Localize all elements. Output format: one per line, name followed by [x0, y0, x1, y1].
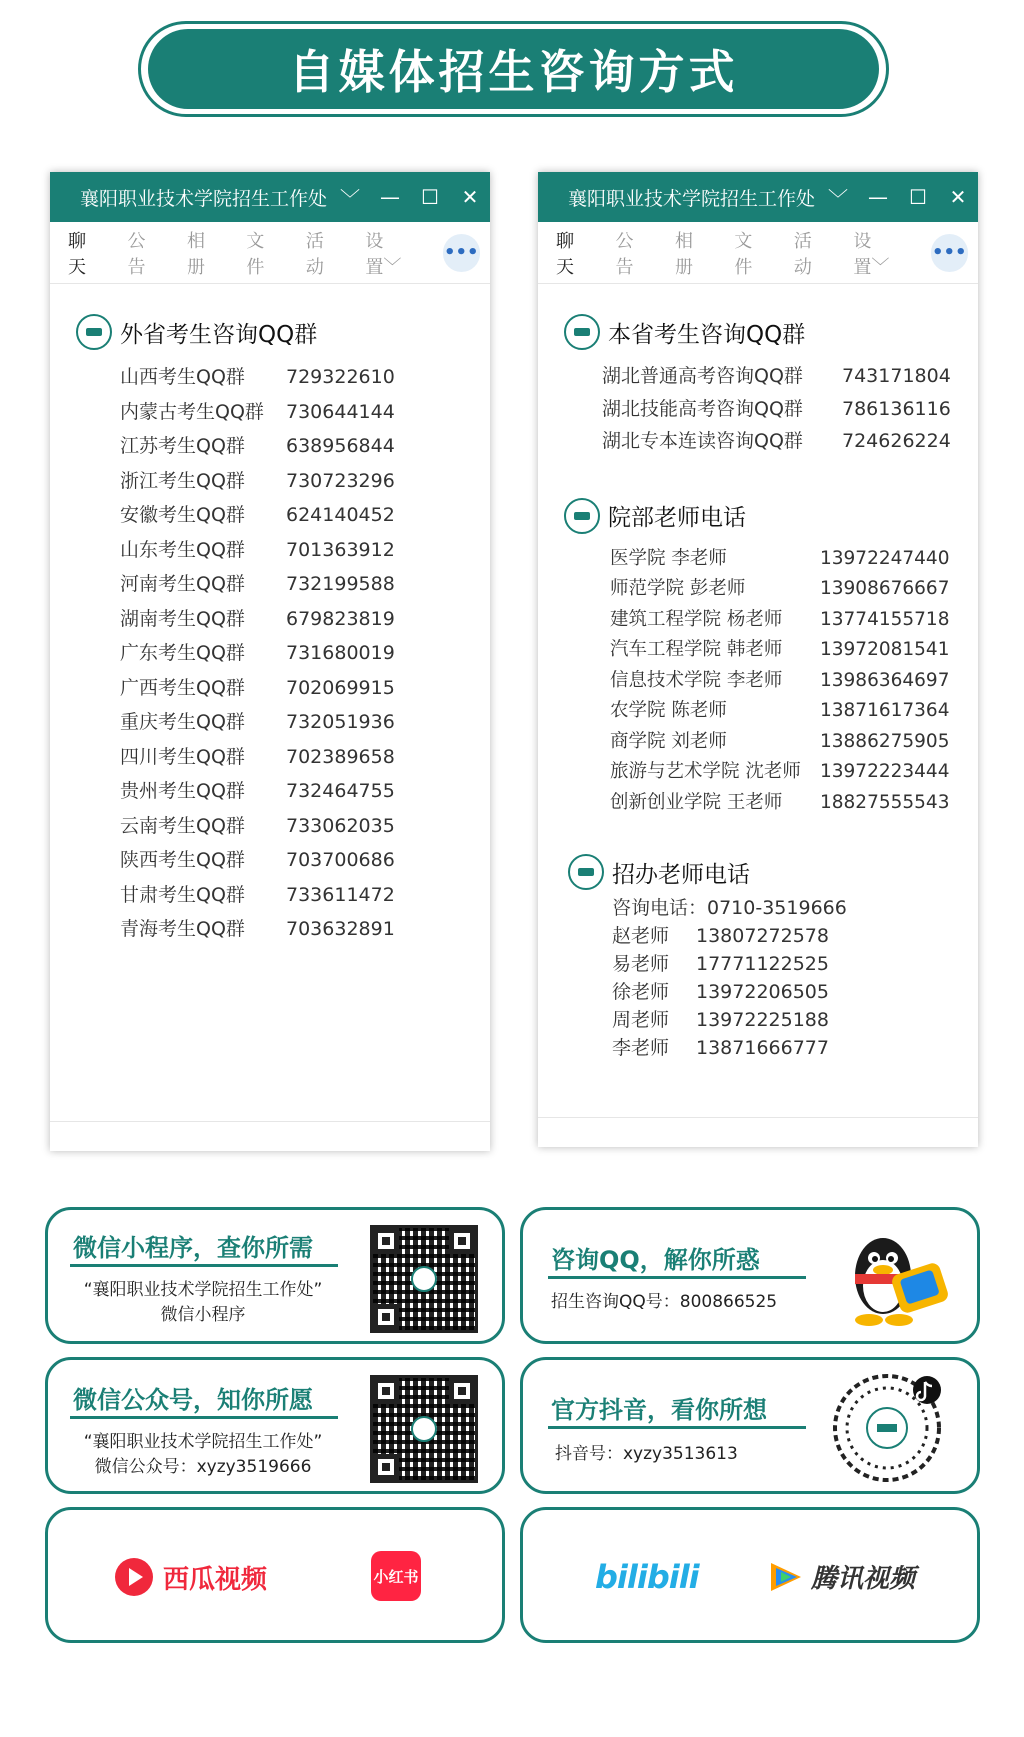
tab-settings[interactable]: 设置﹀ — [365, 230, 402, 278]
tab-notice[interactable]: 公告 — [127, 230, 146, 278]
qq-group-list — [120, 360, 490, 947]
item-name: 湖北技能高考咨询QQ群 — [602, 397, 803, 420]
item-number: 703700686 — [286, 849, 395, 871]
item-name: 广东考生QQ群 — [120, 642, 245, 664]
tencent-video-label: 腾讯视频 — [811, 1564, 916, 1594]
qr-finder — [373, 1454, 399, 1480]
card-title: 微信公众号，知你所愿 — [73, 1386, 313, 1414]
item-name: 汽车工程学院 韩老师 — [610, 639, 783, 660]
window-footer — [50, 1121, 490, 1151]
card-text — [58, 1430, 348, 1480]
more-icon[interactable]: ••• — [931, 234, 968, 272]
tab-album[interactable]: 相册 — [674, 230, 693, 278]
item-number: 703632891 — [286, 918, 395, 940]
card-underline — [70, 1416, 338, 1419]
list-item — [610, 574, 978, 605]
item-name: 重庆考生QQ群 — [120, 711, 245, 733]
qq-window-right — [538, 172, 978, 1147]
card-line2: 微信小程序 — [160, 1305, 246, 1325]
list-item — [120, 705, 490, 740]
qr-finder — [449, 1228, 475, 1254]
item-number: 732199588 — [286, 573, 395, 595]
card-line1: “襄阳职业技术学院招生工作处” — [83, 1280, 323, 1300]
item-name: 四川考生QQ群 — [120, 745, 245, 768]
item-name: 旅游与艺术学院 沈老师 — [610, 761, 801, 782]
qr-code-icon — [370, 1225, 478, 1333]
list-item — [120, 602, 490, 637]
item-name: 创新创业学院 王老师 — [610, 791, 783, 813]
item-number: 13886275905 — [820, 730, 950, 752]
list-item — [120, 636, 490, 671]
window-title: 襄阳职业技术学院招生工作处 — [80, 187, 328, 210]
qr-finder — [373, 1304, 399, 1330]
tab-files[interactable]: 文件 — [734, 230, 753, 278]
list-item — [120, 464, 490, 499]
item-number: 638956844 — [286, 435, 395, 457]
list-item — [602, 425, 978, 458]
list-item — [120, 740, 490, 775]
item-name: 广西考生QQ群 — [120, 676, 245, 699]
list-item — [610, 605, 978, 636]
chevron-down-icon[interactable]: ﹀ — [340, 186, 360, 211]
card-underline — [548, 1426, 806, 1429]
admission-phone-list — [612, 894, 978, 1062]
school-logo-icon — [76, 314, 112, 350]
item-number: 13908676667 — [820, 578, 950, 599]
item-number: 733062035 — [286, 814, 395, 837]
qr-logo — [411, 1416, 437, 1442]
item-number: 13972206505 — [696, 981, 829, 1003]
minimize-icon[interactable]: — — [380, 185, 400, 209]
item-number: 733611472 — [286, 883, 395, 906]
item-name: 河南考生QQ群 — [120, 573, 245, 595]
item-number: 702069915 — [286, 676, 395, 699]
item-number: 13871617364 — [820, 700, 950, 721]
section-title: 外省考生咨询QQ群 — [120, 321, 318, 348]
card-title: 微信小程序，查你所需 — [73, 1234, 313, 1262]
item-name: 医学院 李老师 — [610, 547, 727, 569]
item-number: 729322610 — [286, 366, 395, 388]
list-item — [610, 788, 978, 819]
item-number: 724626224 — [842, 430, 951, 452]
window-title: 襄阳职业技术学院招生工作处 — [568, 187, 816, 210]
card-platforms-left — [45, 1507, 505, 1643]
chevron-down-icon[interactable]: ﹀ — [828, 186, 848, 211]
item-number: 13972081541 — [820, 639, 950, 660]
qr-code-icon — [370, 1375, 478, 1483]
xiaohongshu-brand[interactable] — [371, 1551, 421, 1601]
list-item — [610, 727, 978, 758]
bilibili-label: bilibili — [595, 1558, 699, 1596]
item-number: 701363912 — [286, 538, 395, 561]
list-item — [602, 393, 978, 426]
bilibili-brand[interactable] — [595, 1558, 699, 1596]
item-name: 徐老师 — [612, 981, 670, 1003]
item-name: 青海考生QQ群 — [120, 918, 245, 940]
item-number: 786136116 — [842, 397, 951, 420]
list-item — [120, 912, 490, 947]
card-title: 咨询QQ，解你所惑 — [551, 1246, 760, 1274]
tencent-video-icon — [767, 1559, 805, 1595]
card-line2: 微信公众号：xyzy3519666 — [94, 1457, 312, 1477]
list-item — [610, 635, 978, 666]
school-logo-icon — [568, 854, 604, 890]
qr-finder — [373, 1228, 399, 1254]
section-title: 院部老师电话 — [608, 505, 746, 531]
card-line1: “襄阳职业技术学院招生工作处” — [83, 1432, 323, 1452]
item-number: 13972225188 — [696, 1009, 829, 1031]
list-item — [120, 878, 490, 913]
list-item — [612, 922, 978, 950]
item-name: 贵州考生QQ群 — [120, 780, 245, 802]
close-icon[interactable]: ✕ — [949, 185, 967, 209]
item-number: 732051936 — [286, 711, 395, 733]
list-item — [120, 567, 490, 602]
item-number: 13871666777 — [696, 1037, 829, 1059]
list-item — [612, 1006, 978, 1034]
xiaohongshu-label: 小红书 — [373, 1567, 419, 1586]
item-name: 赵老师 — [612, 925, 670, 947]
card-douyin — [520, 1357, 980, 1494]
item-number: 732464755 — [286, 780, 395, 802]
school-logo-icon — [564, 498, 600, 534]
card-underline — [70, 1264, 338, 1267]
item-number: 18827555543 — [820, 791, 950, 813]
section-header — [76, 314, 490, 350]
item-name: 甘肃考生QQ群 — [120, 883, 245, 906]
xigua-label: 西瓜视频 — [163, 1564, 268, 1595]
tab-album[interactable]: 相册 — [186, 230, 205, 278]
section-title: 本省考生咨询QQ群 — [608, 321, 806, 348]
item-name: 湖北专本连读咨询QQ群 — [602, 430, 803, 452]
item-number: 730723296 — [286, 469, 395, 492]
tab-notice[interactable]: 公告 — [615, 230, 634, 278]
tab-activity[interactable]: 活动 — [305, 230, 324, 278]
item-number: 730644144 — [286, 400, 395, 423]
section-header — [568, 854, 978, 890]
window-titlebar — [50, 172, 490, 222]
item-number: 13972223444 — [820, 761, 950, 782]
item-number: 17771122525 — [696, 953, 829, 975]
card-line1: 招生咨询QQ号：800866525 — [551, 1292, 778, 1312]
tab-bar — [538, 222, 978, 284]
tab-settings[interactable]: 设置﹀ — [853, 230, 890, 278]
qr-finder — [449, 1378, 475, 1404]
item-name: 江苏考生QQ群 — [120, 435, 245, 457]
list-item — [612, 978, 978, 1006]
item-number: 679823819 — [286, 607, 395, 630]
list-item — [120, 774, 490, 809]
item-name: 山西考生QQ群 — [120, 366, 245, 388]
tab-chat[interactable]: 聊天 — [556, 230, 574, 278]
section-header — [564, 314, 978, 350]
xigua-brand[interactable] — [113, 1556, 267, 1598]
card-official — [45, 1357, 505, 1494]
tencent-video-brand[interactable] — [767, 1558, 915, 1595]
item-number: 13986364697 — [820, 669, 950, 691]
list-item — [612, 1034, 978, 1062]
close-icon[interactable]: ✕ — [461, 185, 479, 209]
list-item — [120, 395, 490, 430]
card-underline — [548, 1276, 806, 1279]
item-name: 浙江考生QQ群 — [120, 469, 245, 492]
qq-window-left — [50, 172, 490, 1151]
card-platforms-right — [520, 1507, 980, 1643]
qr-logo — [411, 1266, 437, 1292]
tab-files[interactable]: 文件 — [246, 230, 265, 278]
xigua-video-icon — [113, 1556, 155, 1598]
section-header — [564, 498, 978, 534]
item-name: 周老师 — [612, 1009, 670, 1031]
qq-penguin-icon — [843, 1224, 953, 1330]
card-qq — [520, 1207, 980, 1344]
maximize-icon[interactable]: ☐ — [909, 185, 927, 209]
tab-activity[interactable]: 活动 — [793, 230, 812, 278]
list-item — [120, 671, 490, 706]
card-miniprogram — [45, 1207, 505, 1344]
list-item — [602, 360, 978, 393]
item-number: 13972247440 — [820, 547, 950, 569]
banner — [148, 29, 879, 109]
list-item — [120, 498, 490, 533]
list-item — [610, 757, 978, 788]
item-name: 李老师 — [612, 1037, 670, 1059]
section-title: 招办老师电话 — [612, 861, 750, 888]
item-name: 建筑工程学院 杨老师 — [610, 608, 783, 630]
item-number: 702389658 — [286, 745, 395, 768]
list-item — [120, 843, 490, 878]
item-name: 易老师 — [612, 953, 670, 975]
more-icon[interactable]: ••• — [443, 234, 480, 272]
item-name: 陕西考生QQ群 — [120, 849, 245, 871]
card-text — [58, 1278, 348, 1328]
item-name: 信息技术学院 李老师 — [610, 669, 783, 691]
list-item — [120, 809, 490, 844]
item-number: 743171804 — [842, 365, 951, 387]
item-number: 13774155718 — [820, 608, 950, 630]
hotline-text: 咨询电话：0710-3519666 — [612, 897, 847, 919]
item-name: 湖北普通高考咨询QQ群 — [602, 365, 803, 387]
tab-bar — [50, 222, 490, 284]
item-name: 山东考生QQ群 — [120, 538, 245, 561]
list-item — [610, 666, 978, 697]
item-number: 13807272578 — [696, 925, 829, 947]
banner-title: 自媒体招生咨询方式 — [288, 45, 739, 99]
card-title: 官方抖音，看你所想 — [551, 1396, 767, 1424]
list-item — [612, 950, 978, 978]
item-name: 湖南考生QQ群 — [120, 607, 245, 630]
school-logo-icon — [564, 314, 600, 350]
card-line1: 抖音号：xyzy3513613 — [555, 1444, 738, 1464]
hotline — [612, 894, 978, 922]
item-name: 商学院 刘老师 — [610, 730, 727, 752]
item-name: 农学院 陈老师 — [610, 700, 727, 721]
list-item — [610, 544, 978, 575]
item-name: 云南考生QQ群 — [120, 814, 245, 837]
minimize-icon[interactable]: — — [868, 185, 888, 209]
window-titlebar — [538, 172, 978, 222]
item-name: 师范学院 彭老师 — [610, 578, 746, 599]
tab-chat[interactable]: 聊天 — [68, 230, 86, 278]
item-number: 731680019 — [286, 642, 395, 664]
item-name: 安徽考生QQ群 — [120, 504, 245, 526]
list-item — [120, 429, 490, 464]
teacher-phone-rows — [612, 922, 978, 1062]
maximize-icon[interactable]: ☐ — [421, 185, 439, 209]
douyin-qr-icon — [831, 1372, 947, 1484]
list-item — [610, 696, 978, 727]
province-group-list — [602, 360, 978, 458]
qr-finder — [373, 1378, 399, 1404]
item-number: 624140452 — [286, 504, 395, 526]
list-item — [120, 360, 490, 395]
window-footer — [538, 1117, 978, 1147]
list-item — [120, 533, 490, 568]
faculty-phone-list — [610, 544, 978, 819]
item-name: 内蒙古考生QQ群 — [120, 400, 264, 423]
